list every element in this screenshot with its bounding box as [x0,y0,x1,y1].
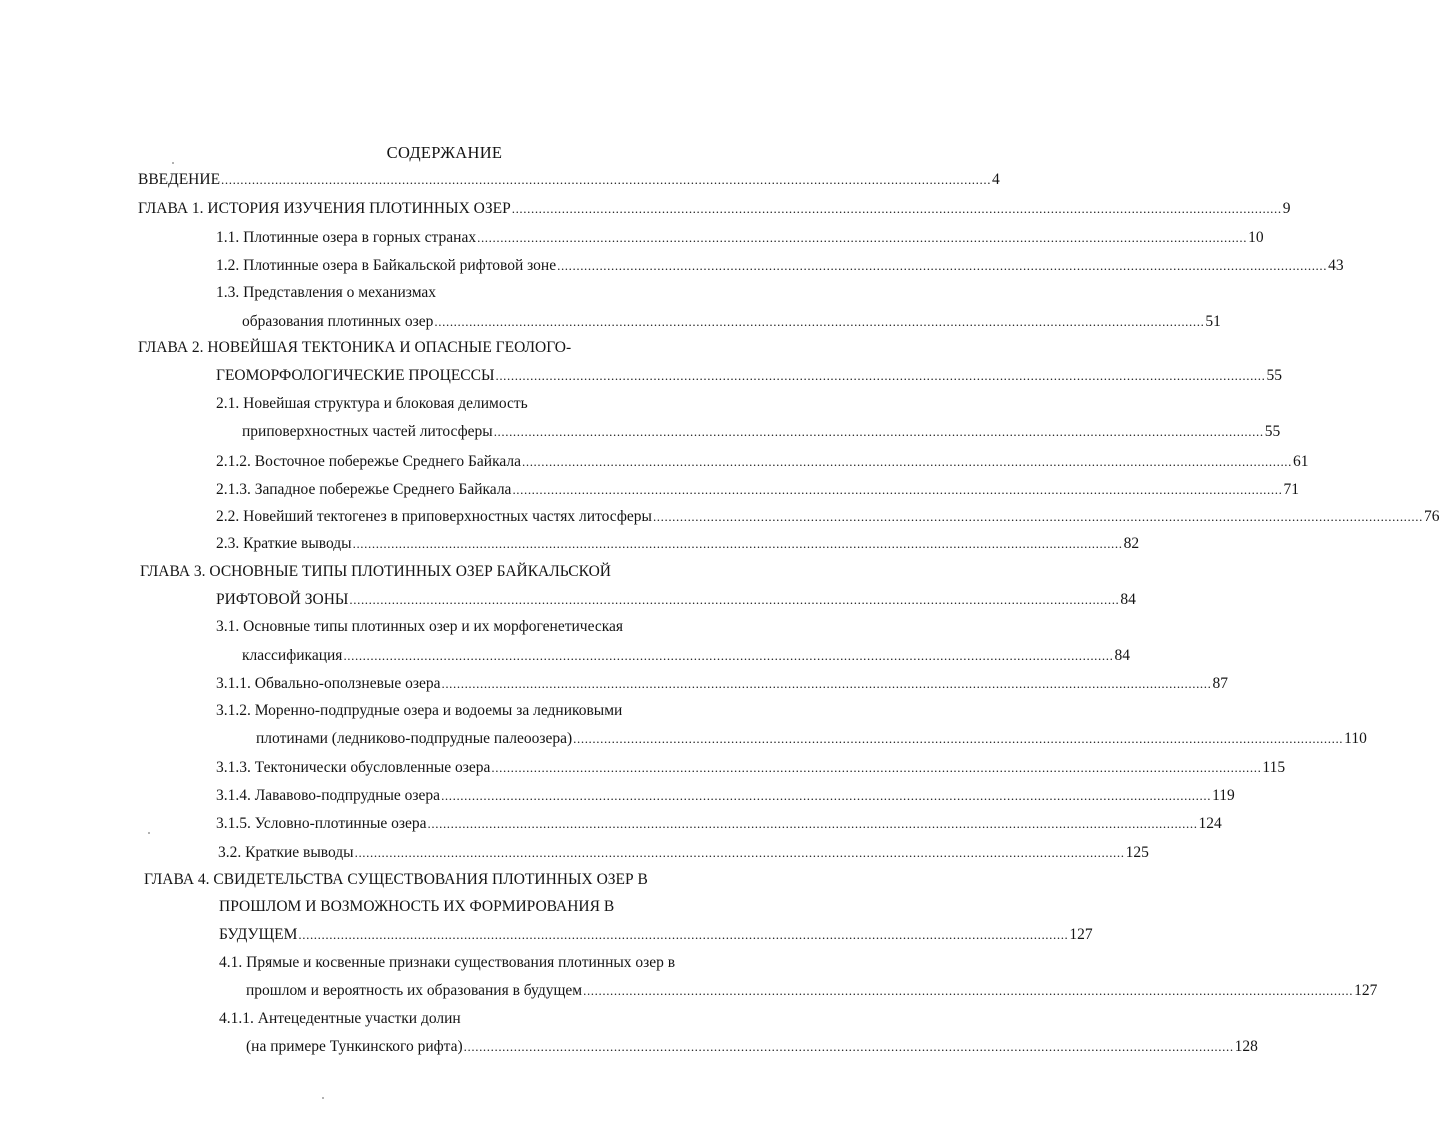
toc-entry [140,560,611,584]
leader-dots: ........................................................................................................................................................................................................ [441,676,1212,691]
toc-entry-text: 1.1. Плотинные озера в горных странах [216,229,477,246]
scan-speck [172,162,174,164]
toc-entry-page: 115 [1262,759,1286,776]
leader-dots: ........................................................................................................................................................................................................ [221,172,992,187]
leader-dots: ........................................................................................................................................................................................................ [441,788,1212,803]
toc-entry-text: 2.1.2. Восточное побережье Среднего Байкала [216,453,521,470]
toc-entry-page: 76 [1423,508,1439,525]
toc-entry [216,226,1264,250]
toc-entry-text: прошлом и вероятность их образования в будущем [246,982,583,999]
toc-entry-page: 51 [1205,313,1221,330]
toc-entry-page: 84 [1120,591,1136,608]
leader-dots: ........................................................................................................................................................................................................ [477,230,1248,245]
toc-entry [216,532,1140,556]
toc-entry-page: 43 [1328,257,1344,274]
toc-entry-text: 3.1.1. Обвально-оползневые озера [216,675,441,692]
toc-entry [216,699,622,723]
toc-entry-page: 110 [1344,730,1367,747]
toc-entry-text: 3.1. Основные типы плотинных озер и их морфогенетическая [216,618,624,635]
toc-entry-page: 124 [1198,815,1222,832]
toc-entry-text: РИФТОВОЙ ЗОНЫ [216,591,349,608]
toc-entry-text: ГЛАВА 4. СВИДЕТЕЛЬСТВА СУЩЕСТВОВАНИЯ ПЛОТИННЫХ ОЗЕР В [144,871,648,888]
leader-dots: ........................................................................................................................................................................................................ [349,592,1120,607]
toc-entry [216,392,528,416]
toc-entry [144,868,648,892]
leader-dots: ........................................................................................................................................................................................................ [495,368,1266,383]
leader-dots: ........................................................................................................................................................................................................ [557,258,1328,273]
toc-entry-text: (на примере Тункинского рифта) [246,1038,463,1055]
leader-dots: ........................................................................................................................................................................................................ [427,816,1198,831]
leader-dots: ........................................................................................................................................................................................................ [493,424,1264,439]
toc-entry [216,756,1286,780]
toc-entry [216,254,1344,278]
toc-entry-text: БУДУЩЕМ [219,926,298,943]
toc-entry [216,615,623,639]
toc-entry-text: ВВЕДЕНИЕ [138,171,221,188]
toc-entry-text: 3.1.3. Тектонически обусловленные озера [216,759,491,776]
toc-entry-text: плотинами (ледниково-подпрудные палеоозера) [256,730,573,747]
toc-entry-text: ГЛАВА 1. ИСТОРИЯ ИЗУЧЕНИЯ ПЛОТИННЫХ ОЗЕР [138,200,511,217]
leader-dots: ........................................................................................................................................................................................................ [491,760,1262,775]
toc-entry [219,951,675,975]
toc-entry-page: 4 [992,171,1000,188]
leader-dots: ........................................................................................................................................................................................................ [652,509,1423,524]
toc-entry-page: 61 [1293,453,1309,470]
leader-dots: ........................................................................................................................................................................................................ [434,314,1205,329]
toc-entry-text: 3.1.2. Моренно-подпрудные озера и водоемы за ледниковыми [216,702,623,719]
toc-entry-text: 1.2. Плотинные озера в Байкальской рифтовой зоне [216,257,557,274]
toc-entry [216,784,1235,808]
toc-entry [216,505,1439,529]
toc-entry-text: приповерхностных частей литосферы [242,423,493,440]
leader-dots: ........................................................................................................................................................................................................ [511,201,1282,216]
toc-entry-text: 4.1. Прямые и косвенные признаки существования плотинных озер в [219,954,676,971]
toc-entry-text: 2.3. Краткие выводы [216,535,352,552]
toc-entry-page: 9 [1282,200,1291,217]
toc-entry-text: образования плотинных озер [242,313,434,330]
toc-entry [218,841,1149,865]
toc-entry-page: 125 [1125,844,1149,861]
toc-entry-page: 84 [1114,647,1130,664]
toc-entry-text: 1.3. Представления о механизмах [216,284,437,301]
toc-entry [256,727,1367,751]
leader-dots: ........................................................................................................................................................................................................ [522,454,1292,469]
toc-entry [138,168,1000,192]
toc-entry-text: 2.1.3. Западное побережье Среднего Байкала [216,481,512,498]
toc-entry [246,1035,1258,1059]
toc-entry [219,923,1093,947]
toc-entry-page: 82 [1123,535,1140,552]
toc-entry-text: 3.2. Краткие выводы [218,844,354,861]
toc-entry [216,588,1136,612]
scan-speck [148,832,150,834]
leader-dots: ........................................................................................................................................................................................................ [352,536,1123,551]
leader-dots: ........................................................................................................................................................................................................ [512,482,1283,497]
toc-entry-page: 71 [1283,481,1299,498]
toc-entry [219,895,614,919]
toc-entry-text: ГЕОМОРФОЛОГИЧЕСКИЕ ПРОЦЕССЫ [216,367,495,384]
toc-entry-page: 55 [1264,423,1281,440]
toc-entry [242,310,1221,334]
toc-entry-page: 87 [1212,675,1228,692]
toc-entry-text: ПРОШЛОМ И ВОЗМОЖНОСТЬ ИХ ФОРМИРОВАНИЯ В [219,898,615,915]
toc-entry [242,420,1281,444]
toc-entry [216,672,1228,696]
toc-entry [138,336,571,360]
leader-dots: ........................................................................................................................................................................................................ [573,731,1344,746]
toc-entry [216,478,1299,502]
toc-entry-page: 127 [1069,926,1093,943]
page-title: СОДЕРЖАНИЕ [386,143,503,162]
toc-entry-text: 3.1.4. Лававово-подпрудные озера [216,787,441,804]
toc-entry-text: 2.2. Новейший тектогенез в приповерхностных частях литосферы [216,508,652,525]
toc-entry-page: 128 [1234,1038,1258,1055]
toc-entry [138,197,1291,221]
toc-entry [216,812,1222,836]
toc-entry-text: классификация [242,647,343,664]
leader-dots: ........................................................................................................................................................................................................ [354,845,1125,860]
toc-entry [216,450,1309,474]
toc-entry-page: 55 [1266,367,1282,384]
toc-entry-text: ГЛАВА 3. ОСНОВНЫЕ ТИПЫ ПЛОТИННЫХ ОЗЕР БАЙКАЛЬСКОЙ [140,563,611,580]
toc-entry-text: 2.1. Новейшая структура и блоковая делимость [216,395,528,412]
toc-entry-text: ГЛАВА 2. НОВЕЙШАЯ ТЕКТОНИКА И ОПАСНЫЕ ГЕОЛОГО- [138,339,572,356]
toc-entry [246,979,1378,1003]
leader-dots: ........................................................................................................................................................................................................ [463,1039,1234,1054]
toc-entry [216,281,436,305]
toc-entry-page: 10 [1248,229,1264,246]
toc-entry-text: 4.1.1. Антецедентные участки долин [219,1010,461,1027]
leader-dots: ........................................................................................................................................................................................................ [298,927,1069,942]
toc-entry [242,644,1130,668]
toc-entry-page: 119 [1212,787,1235,804]
leader-dots: ........................................................................................................................................................................................................ [343,648,1114,663]
toc-entry-text: 3.1.5. Условно-плотинные озера [216,815,427,832]
toc-entry [219,1007,461,1031]
toc-entry-page: 127 [1354,982,1378,999]
scan-speck [322,1097,324,1099]
leader-dots: ........................................................................................................................................................................................................ [583,983,1354,998]
toc-entry [216,364,1282,388]
